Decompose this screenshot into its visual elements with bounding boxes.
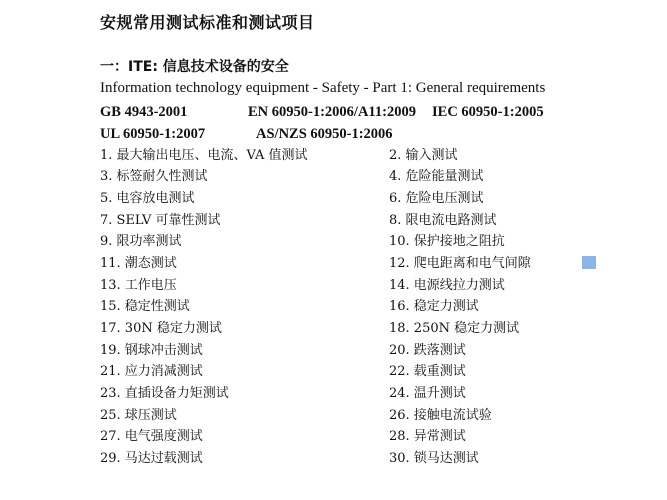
test-item: 2. 输入测试 [389,148,458,163]
test-item: 18. 250N 稳定力测试 [389,321,520,336]
test-item: 8. 限电流电路测试 [389,213,497,228]
test-item: 26. 接触电流试验 [389,408,492,423]
test-item: 7. SELV 可靠性测试 [100,213,221,228]
test-item: 9. 限功率测试 [100,234,182,249]
test-item: 28. 异常测试 [389,429,466,444]
section-heading: 一：ITE: 信息技术设备的安全 [100,59,289,75]
test-item: 14. 电源线拉力测试 [389,278,505,293]
test-item: 22. 载重测试 [389,364,466,379]
document-title: 安规常用测试标准和测试项目 [100,13,315,32]
test-item: 3. 标签耐久性测试 [100,169,208,184]
test-item: 23. 直插设备力矩测试 [100,386,229,401]
test-item: 29. 马达过载测试 [100,451,203,466]
standard-code: AS/NZS 60950-1:2006 [256,126,393,142]
test-item: 16. 稳定力测试 [389,299,479,314]
standard-subtitle: Information technology equipment - Safety - Part 1: General requirements [100,80,546,96]
test-item: 1. 最大输出电压、电流、VA 值测试 [100,148,308,163]
test-item: 20. 跌落测试 [389,343,466,358]
test-item: 10. 保护接地之阻抗 [389,234,505,249]
standard-code: UL 60950-1:2007 [100,126,206,142]
standard-code: IEC 60950-1:2005 [432,104,544,120]
test-item: 21. 应力消减测试 [100,364,203,379]
test-item: 6. 危险电压测试 [389,191,484,206]
test-item: 24. 温升测试 [389,386,466,401]
test-item: 25. 球压测试 [100,408,177,423]
test-item: 5. 电容放电测试 [100,191,195,206]
test-item: 15. 稳定性测试 [100,299,190,314]
test-item: 17. 30N 稳定力测试 [100,321,222,336]
test-item: 19. 钢球冲击测试 [100,343,203,358]
test-item: 12. 爬电距离和电气间隙 [389,256,531,271]
standard-code: EN 60950-1:2006/A11:2009 [248,104,416,120]
test-item: 11. 潮态测试 [100,256,177,271]
test-item: 13. 工作电压 [100,278,177,293]
standard-code: GB 4943-2001 [100,104,188,120]
test-item: 4. 危险能量测试 [389,169,484,184]
test-item: 27. 电气强度测试 [100,429,203,444]
test-item: 30. 锁马达测试 [389,451,479,466]
marker-square [582,256,596,269]
